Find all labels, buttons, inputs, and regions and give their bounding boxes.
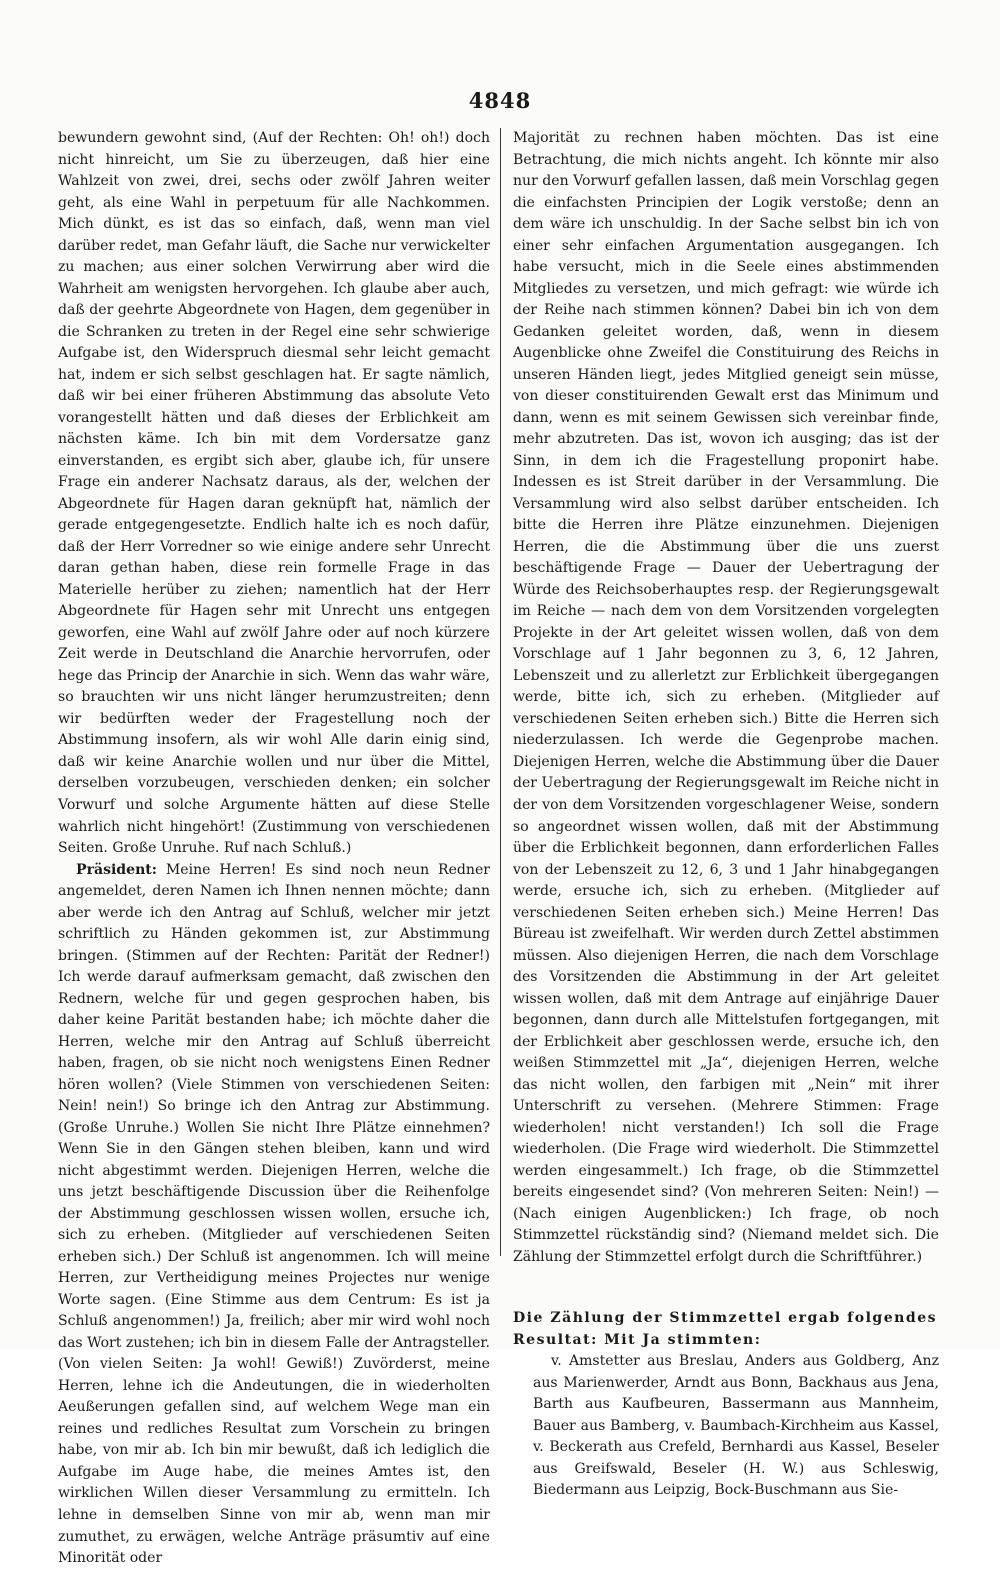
left-paragraph-1: bewundern gewohnt sind, (Auf der Rechten: Oh! oh!) doch nicht hinreicht, um Sie zu überzeugen, daß hier eine Wahlzeit von zwei, drei, sechs oder zwölf Jahren weiter geht, als eine Wahl in perpetuum für alle Nachkommen. Mich dünkt, es ist das so einfach, daß, wenn man viel darüber redet, man Gefahr läuft, die Sache nur verwickelter zu machen; aus einer solchen Verwirrung aber wird die Wahrheit am wenigsten hervorgehen. Ich glaube aber auch, daß der geehrte Abgeordnete von Hagen, dem gegenüber in die Schranken zu treten in der Regel eine sehr schwierige Aufgabe ist, den Widerspruch diesmal sehr leicht gemacht hat, indem er sich selbst geschlagen hat. Er sagte nämlich, daß wir bei einer früheren Abstimmung das absolute Veto vorangestellt hätten und daß dieses der Erblichkeit am nächsten käme. Ich bin mit dem Vordersatze ganz einverstanden, es ergibt sich aber, glaube ich, für unsere Frage ein anderer Nachsatz daraus, als der, welchen der Abgeordnete für Hagen daran geknüpft hat, nämlich der gerade entgegengesetzte. Endlich halte ich es noch dafür, daß der Herr Vorredner so wie einige andere sehr Unrecht daran gethan haben, diese rein formelle Frage in das Materielle herüber zu ziehen; namentlich hat der Herr Abgeordnete für Hagen sehr mit Unrecht uns entgegen geworfen, eine Wahl auf zwölf Jahre oder auf noch kürzere Zeit werde in Deutschland die Anarchie hervorrufen, oder hege das Princip der Anarchie in sich. Wenn das wahr wäre, so brauchten wir uns nicht länger herumzustreiten; denn wir bedürften weder der Fragestellung noch der Abstimmung insofern, als wir wohl Alle darin einig sind, daß wir keine Anarchie wollen und nur über die Mittel, derselben vorzubeugen, verschieden denken; ein solcher Vorwurf und solche Argumente hätten auf diese Stelle wahrlich nicht hingehört! (Zustimmung von verschiedenen Seiten. Große Unruhe. Ruf nach Schluß.) [58,130,490,857]
result-heading: Die Zählung der Stimmzettel ergab folgendes Resultat: Mit Ja stimmten: [513,1310,938,1348]
president-speech [58,860,490,1570]
right-paragraph-1: Majorität zu rechnen haben möchten. Das ist eine Betrachtung, die mich nichts angeht. Ich könnte mir also nur den Vorwurf gefallen lassen, daß mein Vorschlag gegen die einfachsten Principien der Logik verstoße; denn an dem wäre ich unschuldig. In der Sache selbst bin ich von einer sehr einfachen Argumentation ausgegangen. Ich habe versucht, mich in die Seele eines abstimmenden Mitgliedes zu versetzen, und mich gefragt: wie würde ich der Reihe nach stimmen können? Dabei bin ich von dem Gedanken geleitet worden, daß, wenn in diesem Augenblicke ohne Zweifel die Constituirung des Reichs in unseren Händen liegt, jedes Mitglied geneigt sein müsse, von dieser constituirenden Gewalt erst das Minimum und dann, wenn es mit seinem Gewissen sich vereinbar finde, mehr abzutreten. Das ist, wovon ich ausging; das ist der Sinn, in dem ich die Fragestellung proponirt habe. Indessen es ist Streit darüber in der Versammlung. Die Versammlung wird also selbst darüber entscheiden. Ich bitte die Herren ihre Plätze einzunehmen. Diejenigen Herren, die die Abstimmung über die uns zuerst beschäftigende Frage — Dauer der Uebertragung der Würde des Reichsoberhauptes resp. der Regierungsgewalt im Reiche — nach dem von dem Vorsitzenden vorgelegten Projekte in der Art geleitet wissen wollen, daß von dem Vorschlage auf 1 Jahr begonnen zu 3, 6, 12 Jahren, Lebenszeit und zu allerletzt zur Erblichkeit übergegangen werde, bitte ich, sich zu erheben. (Mitglieder auf verschiedenen Seiten erheben sich.) Bitte die Herren sich niederzulassen. Ich werde die Gegenprobe machen. Diejenigen Herren, welche die Abstimmung über die Dauer der Uebertragung der Regierungsgewalt im Reiche nicht in der von dem Vorsitzenden vorgeschlagener Weise, sondern so angeordnet wissen wollen, daß mit der Abstimmung über die Erblichkeit begonnen, dann erforderlichen Falles von der Lebenszeit zu 12, 6, 3 und 1 Jahr hinabgegangen werde, ersuche ich, sich zu erheben. (Mitglieder auf verschiedenen Seiten erheben sich.) Meine Herren! Das Büreau ist zweifelhaft. Wir werden durch Zettel abstimmen müssen. Also diejenigen Herren, die nach dem Vorschlage des Vorsitzenden die Abstimmung in der Art geleitet wissen wollen, daß mit dem Antrage auf einjährige Dauer begonnen, dann durch alle Mittelstufen fortgegangen, mit der Erblichkeit aber geschlossen werde, ersuche ich, den weißen Stimmzettel mit „Ja“, diejenigen Herren, welche das nicht wollen, den farbigen mit „Nein“ mit ihrer Unterschrift zu versehen. (Mehrere Stimmen: Frage wiederholen! nicht verstanden!) Ich soll die Frage wiederholen. (Die Frage wird wiederholt. Die Stimmzettel werden eingesammelt.) Ich frage, ob die Stimmzettel bereits eingesendet sind? (Von mehreren Seiten: Nein!) — (Nach einigen Augenblicken:) Ich frage, ob noch Stimmzettel rückständig sind? (Niemand meldet sich. Die Zählung der Stimmzettel erfolgt durch die Schriftführer.) [513,130,939,1265]
page-number: 4848 [468,88,532,113]
right-column [513,128,939,1499]
left-column [58,128,490,1567]
speaker-label: Präsident: [76,861,157,878]
column-divider [500,128,501,1256]
president-speech-text: Meine Herren! Es sind noch neun Redner angemeldet, deren Namen ich Ihnen nennen möchte; dann aber werde ich den Antrag auf Schluß, welcher mir jetzt schriftlich zu Händen gekommen ist, zur Abstimmung bringen. (Stimmen auf der Rechten: Parität der Redner!) Ich werde darauf aufmerksam gemacht, daß zwischen den Rednern, welche für und gegen gesprochen haben, bis daher keine Parität bestanden habe; ich möchte daher die Herren, welche mir den Antrag auf Schluß überreicht haben, fragen, ob sie nicht noch wenigstens Einen Redner hören wollen? (Viele Stimmen von verschiedenen Seiten: Nein! nein!) So bringe ich den Antrag zur Abstimmung. (Große Unruhe.) Wollen Sie nicht Ihre Plätze einnehmen? Wenn Sie in den Gängen stehen bleiben, kann und wird nicht abgestimmt werden. Diejenigen Herren, welche die uns jetzt beschäftigende Discussion über die Reihenfolge der Abstimmung geschlossen wissen wollen, ersuche ich, sich zu erheben. (Mitglieder auf verschiedenen Seiten erheben sich.) Der Schluß ist angenommen. Ich will meine Herren, zur Vertheidigung meines Projectes nur wenige Worte sagen. (Eine Stimme aus dem Centrum: Es ist ja Schluß angenommen!) Ja, freilich; aber mir wird wohl noch das Wort zustehen; ich bin in diesem Falle der Antragsteller. (Von vielen Seiten: Ja wohl! Gewiß!) Zuvörderst, meine Herren, lehne ich die Andeutungen, die in wiederholten Aeußerungen gefallen sind, auf welchem Wege man ein reines und redliches Resultat zum Vorschein zu bringen habe, von mir ab. Ich bin mir bewußt, daß ich lediglich die Aufgabe im Auge habe, die meines Amtes ist, den wirklichen Willen dieser Versammlung zu ermitteln. Ich lehne in demselben Sinne von mir ab, wenn man mir zumuthet, zu erwägen, welche Anträge präsumtiv auf eine Minorität oder [58,861,490,1567]
section-spacer [513,1268,939,1308]
voter-names: v. Amstetter aus Breslau, Anders aus Goldberg, Anz aus Marienwerder, Arndt aus Bonn, Backhaus aus Jena, Barth aus Kaufbeuren, Bassermann aus Mannheim, Bauer aus Bamberg, v. Baumbach-Kirchheim aus Kassel, v. Beckerath aus Crefeld, Bernhardi aus Kassel, Beseler aus Greifswald, Beseler (H. W.) aus Schleswig, Biedermann aus Leipzig, Bock-Buschmann aus Sie- [533,1353,939,1499]
